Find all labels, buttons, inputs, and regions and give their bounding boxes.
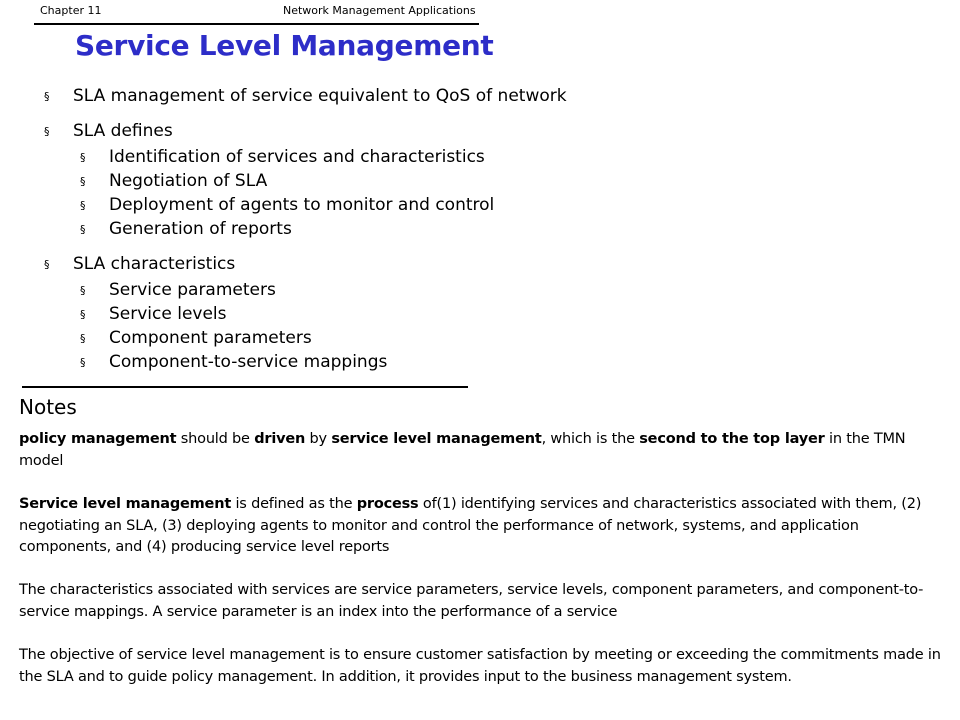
notes-paragraph — [19, 645, 944, 688]
notes-bold-run: policy management — [19, 431, 177, 447]
sub-bullet-marker: § — [80, 175, 86, 188]
bullet-marker: § — [44, 90, 50, 103]
notes-text-run: The characteristics associated with services are service parameters, service levels, component parameters, and component-to-service mappings. A service parameter is an index into the performance of a service — [19, 582, 924, 620]
sub-bullet-item: Component parameters — [109, 328, 312, 348]
bullet-marker: § — [44, 125, 50, 138]
sub-bullet-item: Component-to-service mappings — [109, 352, 388, 372]
sub-bullet-marker: § — [80, 308, 86, 321]
sub-bullet-item: Deployment of agents to monitor and control — [109, 195, 495, 215]
notes-bold-run: second to the top layer — [639, 431, 825, 447]
sub-bullet-marker: § — [80, 356, 86, 369]
notes-text-run: of(1) identifying services and characteristics associated with them, (2) negotiating an SLA, (3) deploying agents to monitor and control the performance of network, systems, and application components, and (4) producing service level reports — [19, 496, 922, 555]
chapter-label: Chapter 11 — [40, 4, 102, 17]
notes-text-run: should be — [176, 431, 255, 447]
header-divider — [34, 23, 479, 25]
notes-text-run: is defined as the — [231, 496, 357, 512]
sub-bullet-item: Service levels — [109, 304, 227, 324]
notes-text-run: , which is the — [541, 431, 640, 447]
sub-bullet-item: Generation of reports — [109, 219, 292, 239]
sub-bullet-marker: § — [80, 199, 86, 212]
notes-text-run: by — [305, 431, 332, 447]
sub-bullet-item: Identification of services and characteristics — [109, 147, 485, 167]
bullet-item: SLA management of service equivalent to QoS of network — [73, 86, 567, 106]
sub-bullet-marker: § — [80, 332, 86, 345]
sub-bullet-item: Negotiation of SLA — [109, 171, 268, 191]
notes-text-run: in the TMN model — [19, 431, 906, 469]
sub-bullet-item: Service parameters — [109, 280, 276, 300]
notes-paragraph — [19, 494, 944, 559]
bullet-marker: § — [44, 258, 50, 271]
notes-bold-run: process — [356, 496, 419, 512]
notes-text-run: The objective of service level management is to ensure customer satisfaction by meeting or exceeding the commitments made in the SLA and to guide policy management. In addition, it provides input to the business management system. — [19, 647, 941, 685]
slide-title: Service Level Management — [75, 29, 494, 62]
section-label: Network Management Applications — [283, 4, 476, 17]
bullet-item: SLA defines — [73, 121, 173, 141]
notes-divider — [22, 386, 468, 388]
notes-heading: Notes — [19, 395, 77, 419]
sub-bullet-marker: § — [80, 223, 86, 236]
notes-bold-run: service level management — [331, 431, 542, 447]
notes-bold-run: driven — [254, 431, 306, 447]
sub-bullet-marker: § — [80, 151, 86, 164]
sub-bullet-marker: § — [80, 284, 86, 297]
notes-paragraph — [19, 580, 944, 623]
notes-paragraph — [19, 429, 944, 472]
notes-bold-run: Service level management — [19, 496, 232, 512]
bullet-item: SLA characteristics — [73, 254, 236, 274]
